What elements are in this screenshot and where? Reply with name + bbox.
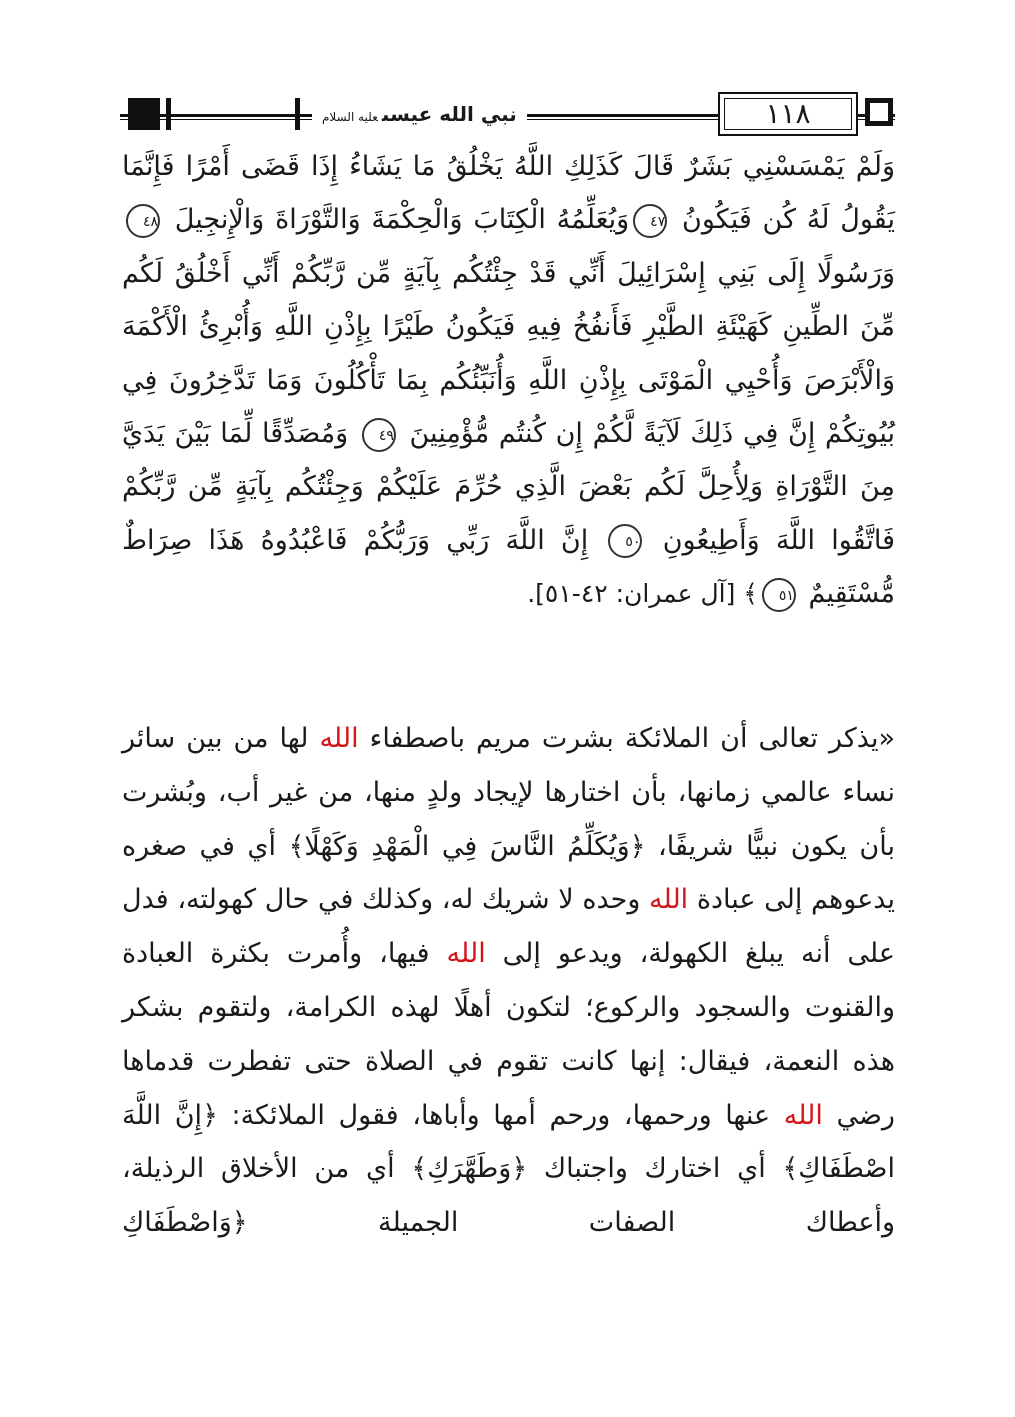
- commentary-text: لها من بين سائر نساء عالمي زمانها، بأن اختارها لإيجاد ولدٍ منها، من غير أب، وبُشرت بأن يكون نبيًّا شريفًا،: [122, 723, 895, 862]
- verse-text: وَيُعَلِّمُهُ الْكِتَابَ وَالْحِكْمَةَ وَالتَّوْرَاةَ وَالْإِنجِيلَ: [174, 204, 630, 236]
- header-square-ornament: [128, 98, 160, 130]
- verse-citation: ﴾ [آل عمران: ٤٢-٥١].: [527, 579, 758, 609]
- quran-quote: ﴿وَطَهَّرَكِ﴾: [411, 1153, 528, 1185]
- verse-text: وَلَمْ يَمْسَسْنِي بَشَرٌ قَالَ كَذَلِكِ اللَّهُ يَخْلُقُ مَا يَشَاءُ إِذَا قَضَى أَمْرًا فَإِنَّمَا يَقُولُ لَهُ كُن فَيَكُونُ: [122, 151, 895, 236]
- running-title-text: نبي الله عيسى: [381, 102, 517, 126]
- honorific: عليه السلام: [322, 110, 378, 124]
- ayah-number-marker: ٤٩: [362, 418, 396, 452]
- commentary-text: وحده لا شريك له، وكذلك في حال كهولته، فدل على أنه يبلغ الكهولة، ويدعو إلى: [122, 884, 895, 970]
- page-number: ١١٨: [765, 97, 811, 130]
- verse-text: وَرَسُولًا إِلَى بَنِي إِسْرَائِيلَ أَنِّي قَدْ جِئْتُكُم بِآيَةٍ مِّن رَّبِّكُمْ أَنِّي أَخْلُقُ لَكُم مِّنَ الطِّينِ كَهَيْئَةِ الطَّيْرِ فَأَنفُخُ فِيهِ فَيَكُونُ طَيْرًا بِإِذْنِ اللَّهِ وَأُبْرِئُ الْأَكْمَهَ وَالْأَبْرَصَ وَأُحْيِي الْمَوْتَى بِإِذْنِ اللَّهِ وَأُنَبِّئُكُم بِمَا تَأْكُلُونَ وَمَا تَدَّخِرُونَ فِي بُيُوتِكُمْ إِنَّ فِي ذَلِكَ لَآيَةً لَّكُمْ إِن كُنتُم مُّؤْمِنِينَ: [122, 257, 895, 450]
- divine-name: الله: [783, 1099, 823, 1131]
- header-square-ornament: [865, 98, 893, 126]
- running-title: [312, 98, 527, 130]
- quran-quote: ﴿وَيُكَلِّمُ النَّاسَ فِي الْمَهْدِ وَكَهْلًا﴾: [288, 830, 646, 862]
- ayah-number-marker: ٥٠: [608, 524, 642, 558]
- commentary-text: فيها، وأُمرت بكثرة العبادة والقنوت والسجود والركوع؛ لتكون أهلًا لهذه الكرامة، ولتقوم بشكر هذه النعمة، فيقال: إنها كانت تقوم في الصلاة حتى تفطرت قدماها رضي: [122, 938, 895, 1131]
- quran-verses: [122, 140, 895, 621]
- header-bar-ornament: [295, 98, 300, 130]
- divine-name: الله: [446, 938, 486, 970]
- commentary-text: «يذكر تعالى أن الملائكة بشرت مريم باصطفاء: [369, 723, 895, 754]
- quran-quote: ﴿إِنَّ اللَّهَ اصْطَفَاكِ﴾: [122, 1099, 895, 1185]
- commentary-text: أي في صغره يدعوهم إلى عبادة: [122, 830, 895, 916]
- quran-quote: ﴿وَاصْطَفَاكِ: [122, 1207, 248, 1239]
- verse-text: وَمُصَدِّقًا لِّمَا بَيْنَ يَدَيَّ مِنَ التَّوْرَاةِ وَلِأُحِلَّ لَكُم بَعْضَ الَّذِي حُرِّمَ عَلَيْكُمْ وَجِئْتُكُم بِآيَةٍ مِّن رَّبِّكُمْ فَاتَّقُوا اللَّهَ وَأَطِيعُونِ: [122, 418, 895, 556]
- page-number-frame: [718, 92, 858, 136]
- divine-name: الله: [319, 723, 359, 754]
- ayah-number-marker: ٤٧: [633, 204, 667, 238]
- verse-text: إِنَّ اللَّهَ رَبِّي وَرَبُّكُمْ فَاعْبُدُوهُ هَذَا صِرَاطٌ مُّسْتَقِيمٌ: [122, 524, 895, 610]
- divine-name: الله: [649, 884, 689, 916]
- commentary-text: عنها ورحمها، ورحم أمها وأباها، فقول الملائكة:: [231, 1099, 771, 1131]
- ayah-number-marker: ٤٨: [126, 204, 160, 238]
- header-bar-ornament: [166, 98, 171, 130]
- page-header: [120, 92, 895, 138]
- ayah-number-marker: ٥١: [762, 578, 796, 612]
- commentary-text: أي من الأخلاق الرذيلة، وأعطاك الصفات الجميلة: [122, 1153, 895, 1239]
- commentary-text: أي اختارك واجتباك: [543, 1153, 766, 1185]
- commentary-paragraph: [122, 712, 895, 1250]
